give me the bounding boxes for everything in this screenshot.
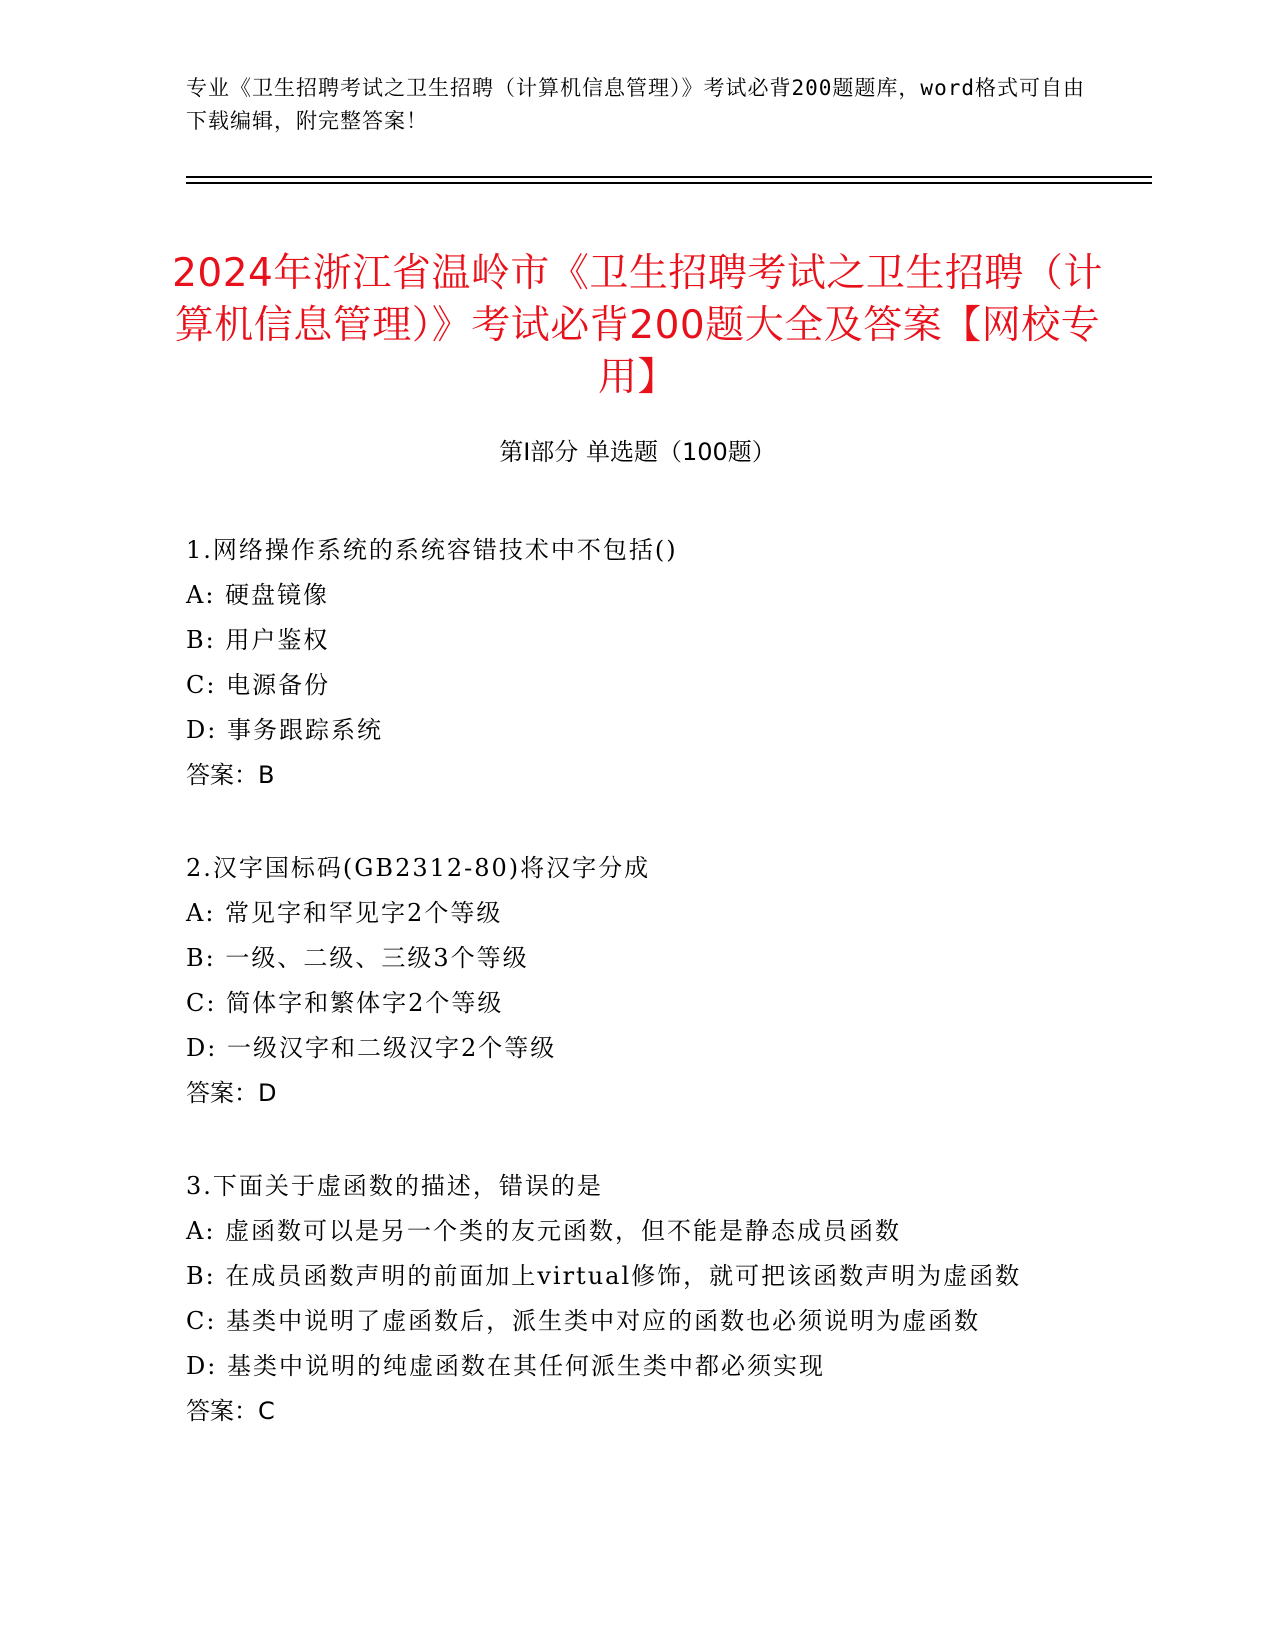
header-divider-bottom bbox=[186, 182, 1152, 184]
option-b: B: 用户鉴权 bbox=[186, 626, 330, 654]
option-b: B: 在成员函数声明的前面加上virtual修饰，就可把该函数声明为虚函数 bbox=[186, 1262, 1022, 1290]
question-block bbox=[186, 1164, 1076, 1434]
question-stem: 1.网络操作系统的系统容错技术中不包括() bbox=[186, 536, 678, 564]
option-a: A: 常见字和罕见字2个等级 bbox=[186, 899, 503, 927]
option-c: C: 简体字和繁体字2个等级 bbox=[186, 989, 504, 1017]
option-a: A: 硬盘镜像 bbox=[186, 581, 330, 609]
option-d: D: 基类中说明的纯虚函数在其任何派生类中都必须实现 bbox=[186, 1352, 825, 1380]
document-title: 2024年浙江省温岭市《卫生招聘考试之卫生招聘（计算机信息管理）》考试必背200题大全及答案【网校专用】 bbox=[172, 251, 1103, 401]
answer-text: 答案：B bbox=[186, 761, 275, 789]
option-c: C: 电源备份 bbox=[186, 671, 331, 699]
answer-text: 答案：D bbox=[186, 1079, 277, 1107]
section-heading: 第I部分 单选题（100题） bbox=[499, 438, 776, 466]
option-d: D: 一级汉字和二级汉字2个等级 bbox=[186, 1034, 557, 1062]
header-divider-top bbox=[186, 176, 1152, 178]
option-a: A: 虚函数可以是另一个类的友元函数，但不能是静态成员函数 bbox=[186, 1217, 902, 1245]
question-block bbox=[186, 528, 1076, 798]
option-d: D: 事务跟踪系统 bbox=[186, 716, 383, 744]
answer-text: 答案：C bbox=[186, 1397, 275, 1425]
question-stem: 2.汉字国标码(GB2312-80)将汉字分成 bbox=[186, 854, 651, 882]
option-c: C: 基类中说明了虚函数后，派生类中对应的函数也必须说明为虚函数 bbox=[186, 1307, 981, 1335]
question-stem: 3.下面关于虚函数的描述，错误的是 bbox=[186, 1172, 603, 1200]
header-note: 专业《卫生招聘考试之卫生招聘（计算机信息管理）》考试必背200题题库，word格式可自由下载编辑，附完整答案！ bbox=[186, 76, 1085, 133]
option-b: B: 一级、二级、三级3个等级 bbox=[186, 944, 529, 972]
question-block bbox=[186, 846, 1076, 1116]
